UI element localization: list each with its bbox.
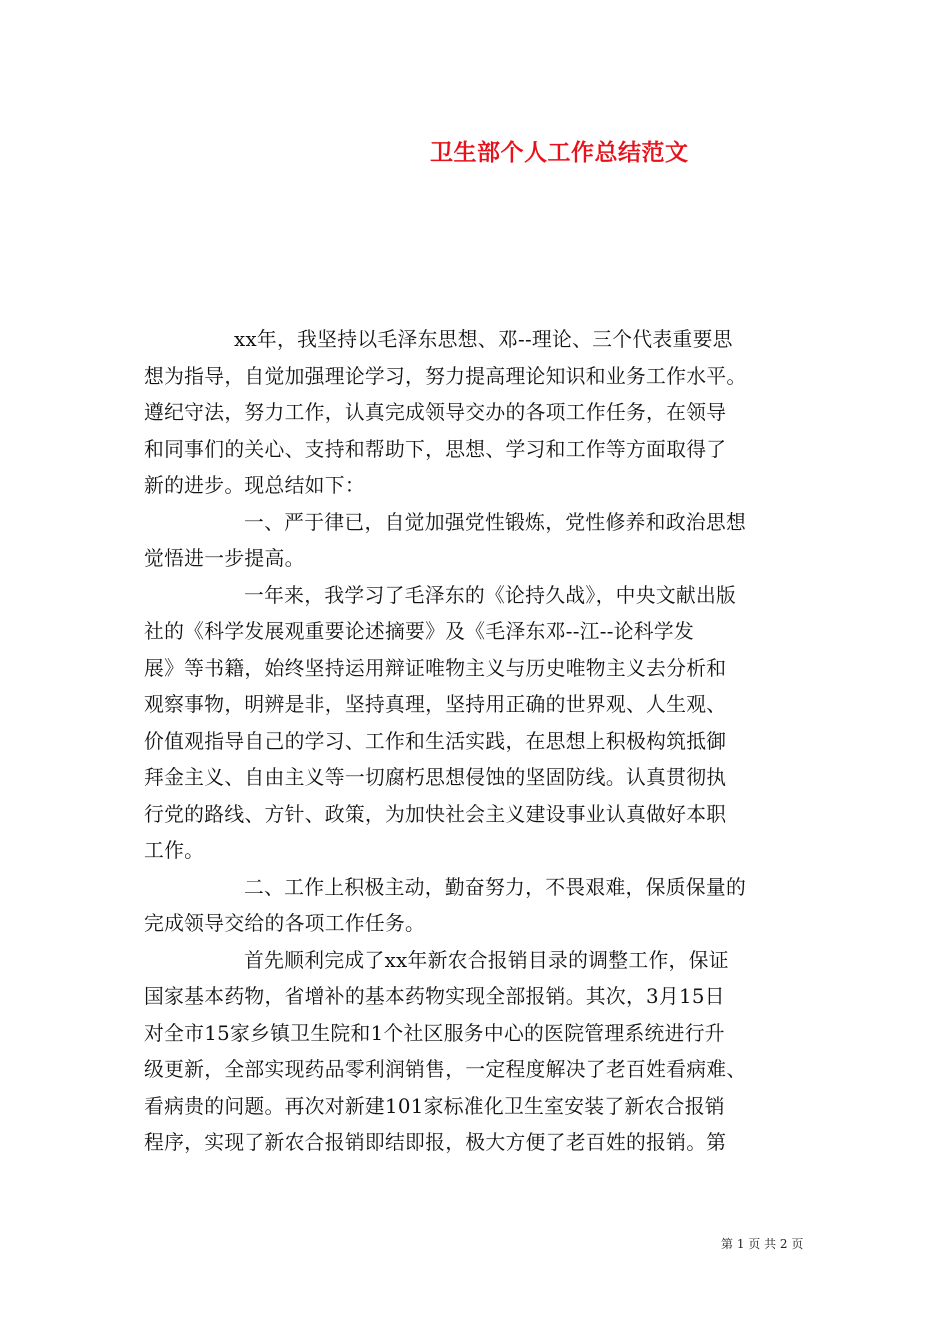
body-line: 新的进步。现总结如下： <box>144 474 365 497</box>
body-line: 觉悟进一步提高。 <box>144 547 305 570</box>
body-line: 国家基本药物，省增补的基本药物实现全部报销。其次，3月15日 <box>144 985 725 1008</box>
document-title: 卫生部个人工作总结范文 <box>430 139 689 166</box>
body-line: 级更新，全部实现药品零利润销售，一定程度解决了老百姓看病难、 <box>144 1058 747 1081</box>
body-line: 观察事物，明辨是非，坚持真理，坚持用正确的世界观、人生观、 <box>144 693 727 716</box>
body-line: 社的《科学发展观重要论述摘要》及《毛泽东邓--江--论科学发 <box>144 620 695 643</box>
body-line: 价值观指导自己的学习、工作和生活实践，在思想上积极构筑抵御 <box>144 729 727 753</box>
body-line: 想为指导，自觉加强理论学习，努力提高理论知识和业务工作水平。 <box>144 364 747 388</box>
body-line: 二、工作上积极主动，勤奋努力，不畏艰难，保质保量的 <box>244 875 747 899</box>
body-line: 对全市15家乡镇卫生院和1个社区服务中心的医院管理系统进行升 <box>144 1021 725 1045</box>
body-line: 程序，实现了新农合报销即结即报，极大方便了老百姓的报销。第 <box>144 1131 727 1154</box>
page-number: 第 1 页 共 2 页 <box>721 1237 804 1251</box>
body-line: 首先顺利完成了xx年新农合报销目录的调整工作，保证 <box>244 948 729 972</box>
body-line: 一、严于律已，自觉加强党性锻炼，党性修养和政治思想 <box>244 510 747 534</box>
document-body <box>144 322 819 1162</box>
body-line: 展》等书籍，始终坚持运用辩证唯物主义与历史唯物主义去分析和 <box>144 656 727 680</box>
body-line: 拜金主义、自由主义等一切腐朽思想侵蚀的坚固防线。认真贯彻执 <box>144 766 727 789</box>
body-line: 一年来，我学习了毛泽东的《论持久战》，中央文献出版 <box>244 583 737 607</box>
body-line: 和同事们的关心、支持和帮助下，思想、学习和工作等方面取得了 <box>144 437 727 461</box>
body-line: xx年，我坚持以毛泽东思想、邓--理论、三个代表重要思 <box>234 328 733 351</box>
body-line: 看病贵的问题。再次对新建101家标准化卫生室安装了新农合报销 <box>144 1094 725 1118</box>
body-line: 工作。 <box>144 839 205 862</box>
body-line: 遵纪守法，努力工作，认真完成领导交办的各项工作任务，在领导 <box>144 401 727 424</box>
body-line: 完成领导交给的各项工作任务。 <box>144 912 426 935</box>
body-line: 行党的路线、方针、政策，为加快社会主义建设事业认真做好本职 <box>144 802 727 826</box>
